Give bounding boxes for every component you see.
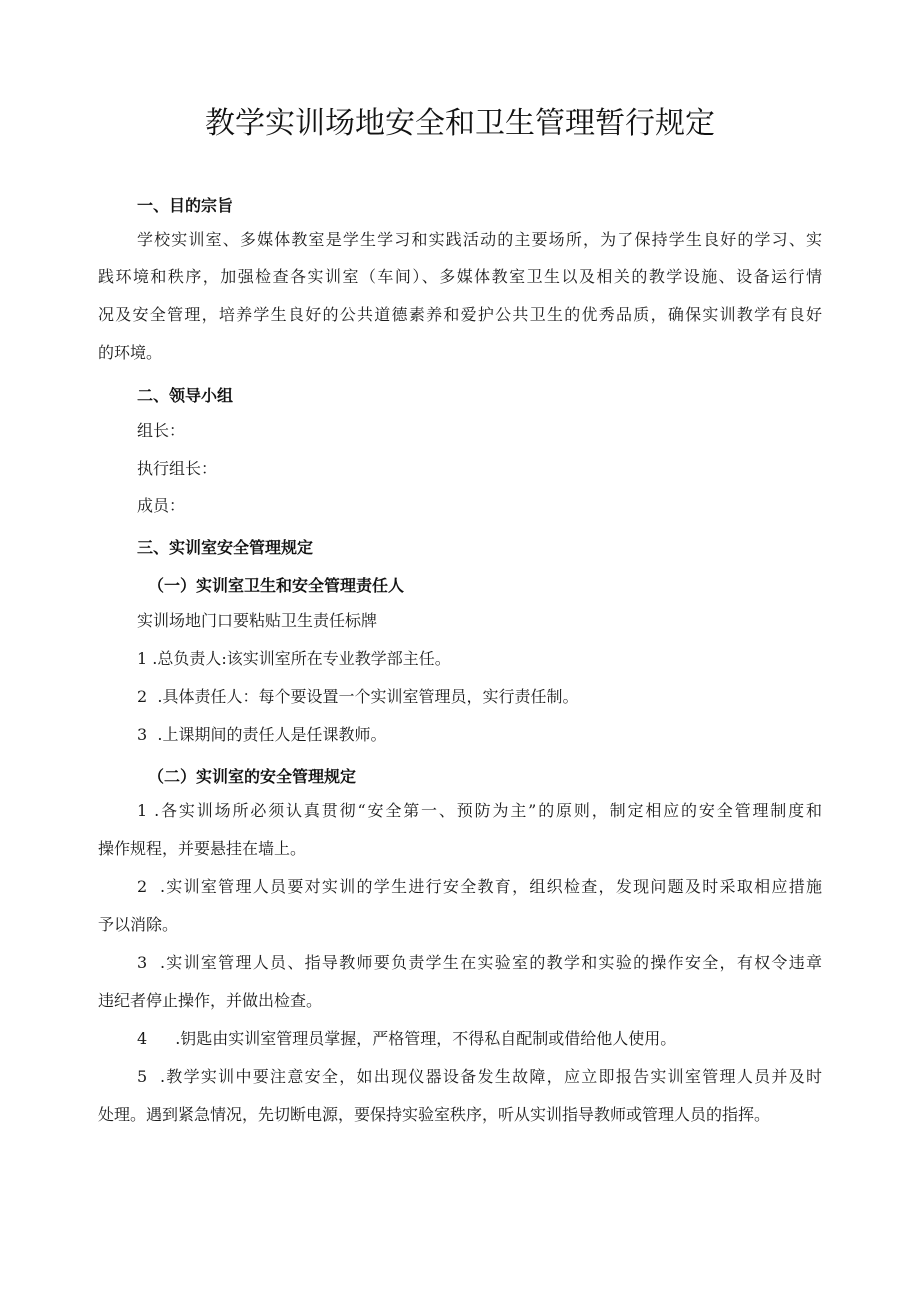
document-title: 教学实训场地安全和卫生管理暂行规定 xyxy=(205,106,715,141)
list-item xyxy=(137,953,822,973)
list-item-text: .教学实训中要注意安全，如出现仪器设备发生故障，应立即报告实训室管理人员并及时 xyxy=(159,1067,822,1086)
list-item xyxy=(137,649,451,669)
list-item xyxy=(137,1029,676,1049)
list-item xyxy=(137,801,822,821)
members-label: 成员： xyxy=(137,496,186,515)
list-item-text: .各实训场所必须认真贯彻“安全第一、预防为主”的原则，制定相应的安全管理制度和 xyxy=(154,801,822,820)
section-1-line-4: 的环境。 xyxy=(98,343,163,362)
list-item-text: .具体责任人：每个要设置一个实训室管理员，实行责任制。 xyxy=(157,687,579,706)
list-item-number: 2 xyxy=(137,687,148,706)
list-item xyxy=(137,687,578,707)
list-item-text: .实训室管理人员、指导教师要负责学生在实验室的教学和实验的操作安全，有权令违章 xyxy=(159,953,822,972)
list-item-number: 4 xyxy=(137,1029,148,1048)
subsection-1-heading: （一）实训室卫生和安全管理责任人 xyxy=(148,576,405,595)
list-item-number: 1 xyxy=(137,801,148,820)
leader-label: 组长： xyxy=(137,421,186,440)
list-item-text: .钥匙由实训室管理员掌握，严格管理，不得私自配制或借给他人使用。 xyxy=(175,1029,677,1048)
subsection-2-heading: （二）实训室的安全管理规定 xyxy=(148,767,357,786)
list-item-number: 3 xyxy=(137,725,148,744)
section-1-line-2: 践环境和秩序，加强检查各实训室（车间）、多媒体教室卫生以及相关的教学设施、设备运行情 xyxy=(98,267,822,286)
section-1-heading: 一、目的宗旨 xyxy=(137,196,234,215)
list-item-number: 2 xyxy=(137,877,148,896)
list-item-number: 3 xyxy=(137,953,148,972)
section-2-heading: 二、领导小组 xyxy=(137,386,234,405)
section-1-line-3: 况及安全管理，培养学生良好的公共道德素养和爱护公共卫生的优秀品质，确保实训教学有良好 xyxy=(98,305,822,324)
list-item-continuation: 处理。遇到紧急情况，先切断电源，要保持实验室秩序，听从实训指导教师或管理人员的指挥。 xyxy=(98,1105,771,1124)
list-item-continuation: 操作规程，并要悬挂在墙上。 xyxy=(98,839,307,858)
list-item xyxy=(137,725,386,745)
list-item-number: 1 xyxy=(137,649,148,668)
list-item xyxy=(137,1067,822,1087)
list-item-text: .总负责人:该实训室所在专业教学部主任。 xyxy=(152,649,451,668)
subsection-1-intro: 实训场地门口要粘贴卫生责任标牌 xyxy=(137,611,378,630)
exec-leader-label: 执行组长： xyxy=(137,459,218,478)
list-item-text: .实训室管理人员要对实训的学生进行安全教育，组织检查，发现问题及时采取相应措施 xyxy=(159,877,822,896)
section-1-line-1: 学校实训室、多媒体教室是学生学习和实践活动的主要场所，为了保持学生良好的学习、实 xyxy=(137,230,822,249)
list-item-continuation: 违纪者停止操作，并做出检查。 xyxy=(98,991,323,1010)
section-3-heading: 三、实训室安全管理规定 xyxy=(137,538,314,557)
list-item-continuation: 予以消除。 xyxy=(98,915,179,934)
list-item xyxy=(137,877,822,897)
list-item-number: 5 xyxy=(137,1067,148,1086)
list-item-text: .上课期间的责任人是任课教师。 xyxy=(157,725,387,744)
